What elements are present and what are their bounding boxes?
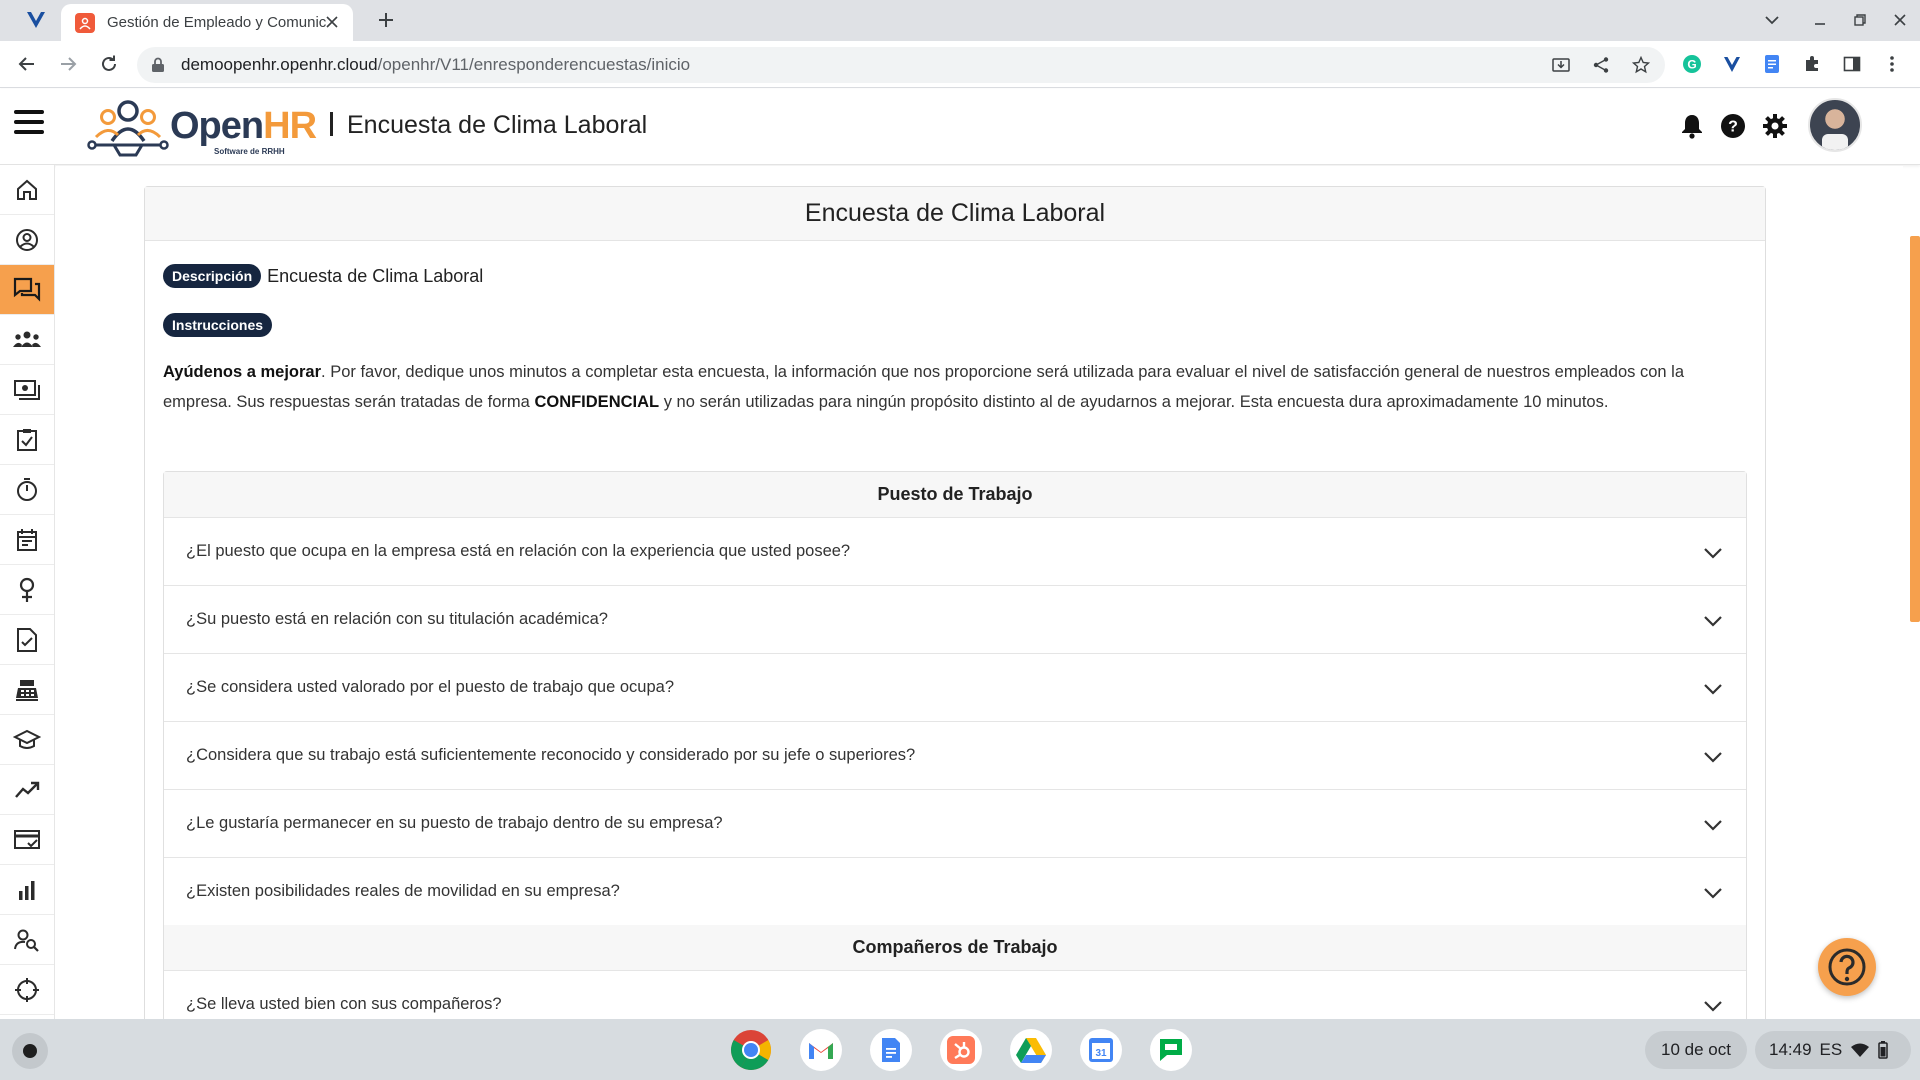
sidebar-item-calendar[interactable] [0,515,54,565]
bell-icon[interactable] [1677,111,1707,141]
chevron-down-icon[interactable] [1702,542,1724,564]
svg-text:31: 31 [1095,1048,1107,1059]
browser-menu-icon[interactable] [1881,53,1903,75]
minimize-icon[interactable] [1810,10,1830,30]
openhr-logo[interactable] [86,95,317,159]
sidebar-item-benefits[interactable] [0,815,54,865]
vivaldi-logo-icon[interactable] [24,8,48,32]
sidebar-item-documents[interactable] [0,615,54,665]
checklist-icon [15,428,39,452]
question-text: ¿Le gustaría permanecer en su puesto de trabajo dentro de su empresa? [186,814,723,832]
question-text: ¿Se considera usted valorado por el puesto de trabajo que ocupa? [186,678,674,696]
app-header [0,89,1920,165]
sidebar-item-training[interactable] [0,715,54,765]
intro-confidential: CONFIDENCIAL [534,393,660,411]
hamburger-menu-icon[interactable] [14,107,44,137]
side-panel-icon[interactable] [1841,53,1863,75]
description-badge: Descripción [163,264,261,288]
question-row[interactable] [164,653,1746,721]
sidebar-item-communication[interactable] [0,265,54,315]
url-path: /openhr/V11/enresponderencuestas/inicio [377,55,691,74]
os-shelf [0,1019,1920,1080]
bookmark-star-icon[interactable] [1631,55,1651,75]
question-text: ¿El puesto que ocupa en la empresa está en relación con la experiencia que usted posee? [186,542,851,560]
google-docs-app-icon[interactable] [870,1029,912,1071]
sidebar-item-objectives[interactable] [0,965,54,1015]
chrome-app-icon[interactable] [730,1029,772,1071]
chevron-down-icon[interactable] [1702,882,1724,904]
close-window-icon[interactable] [1890,10,1910,30]
install-app-icon[interactable] [1551,55,1571,75]
brand-name [170,105,316,148]
chevron-down-icon[interactable] [1702,814,1724,836]
sidebar-item-home[interactable] [0,165,54,215]
launcher-button[interactable] [12,1033,48,1069]
help-circle-icon[interactable] [1718,111,1748,141]
cash-register-icon [14,678,40,702]
sidebar [0,165,55,1019]
new-tab-icon[interactable] [374,8,398,32]
question-row[interactable] [164,721,1746,789]
calendar-icon [15,528,39,552]
gender-icon [17,577,37,603]
help-circle-icon [1827,947,1867,987]
svg-text:?: ? [1728,118,1738,136]
browser-toolbar [0,41,1920,88]
browser-tab-active[interactable] [61,4,353,41]
sidebar-item-payroll[interactable] [0,365,54,415]
trending-icon [14,780,40,800]
document-check-icon [16,627,38,653]
lock-icon[interactable] [151,57,167,73]
question-row[interactable] [164,789,1746,857]
address-bar[interactable] [137,47,1665,83]
extensions-puzzle-icon[interactable] [1801,53,1823,75]
google-calendar-app-icon[interactable] [1080,1029,1122,1071]
survey-card [144,186,1766,1019]
question-text: ¿Existen posibilidades reales de movilidad en su empresa? [186,882,620,900]
restore-icon[interactable] [1850,10,1870,30]
instructions-text [163,357,1753,417]
sidebar-item-recruitment[interactable] [0,915,54,965]
user-circle-icon [15,228,39,252]
bar-chart-icon [16,879,38,901]
url-text [181,55,690,75]
description-row [163,264,483,288]
gmail-app-icon[interactable] [800,1029,842,1071]
intro-part2: y no serán utilizadas para ningún propósito distinto al de ayudarnos a mejorar. Esta encuesta dura aproximadamente 10 minutos. [659,393,1609,411]
question-text: ¿Su puesto está en relación con su titulación académica? [186,610,608,628]
floating-help-button[interactable] [1818,938,1876,996]
question-text: ¿Se lleva usted bien con sus compañeros? [186,995,502,1013]
tab-list-chevron-icon[interactable] [1762,10,1782,30]
page-title: Encuesta de Clima Laboral [330,111,647,140]
battery-icon [1878,1041,1888,1059]
svg-text:G: G [1687,57,1697,72]
sidebar-item-time[interactable] [0,465,54,515]
question-row[interactable] [164,517,1746,585]
survey-questions [163,471,1747,1019]
keyboard-language: ES [1819,1040,1843,1059]
main-content [56,166,1903,1019]
wifi-icon [1850,1042,1870,1058]
docs-extension-icon[interactable] [1761,53,1783,75]
question-row[interactable] [164,857,1746,925]
brand-name-open: Open [170,105,264,147]
url-host: demoopenhr.openhr.cloud [181,55,378,74]
chevron-down-icon[interactable] [1702,610,1724,632]
intro-bold: Ayúdenos a mejorar [163,363,322,381]
hubspot-app-icon[interactable] [940,1029,982,1071]
question-text: ¿Considera que su trabajo está suficientemente reconocido y considerado por su jefe o superiores? [186,746,916,764]
user-avatar[interactable] [1808,98,1862,152]
status-tray[interactable] [1755,1031,1911,1069]
grammarly-extension-icon[interactable] [1681,53,1703,75]
forward-arrow-icon[interactable] [56,52,80,76]
sidebar-item-tasks[interactable] [0,415,54,465]
question-row[interactable] [164,970,1746,1019]
gear-icon[interactable] [1760,111,1790,141]
payslip-icon [13,378,41,402]
date-pill[interactable]: 10 de oct [1645,1031,1747,1069]
graduation-cap-icon [13,729,41,751]
card-check-icon [13,828,41,852]
target-icon [14,977,40,1003]
sidebar-item-performance[interactable] [0,765,54,815]
back-arrow-icon[interactable] [15,52,39,76]
sidebar-item-equality[interactable] [0,565,54,615]
page-scrollbar[interactable] [1910,236,1920,622]
brand-name-hr: HR [263,105,317,147]
sidebar-item-team[interactable] [0,315,54,365]
brand-subtitle: Software de RRHH [214,147,285,156]
launcher-icon [23,1044,37,1058]
sidebar-item-reports[interactable] [0,865,54,915]
question-row[interactable] [164,585,1746,653]
chevron-down-icon[interactable] [1702,746,1724,768]
sidebar-item-profile[interactable] [0,215,54,265]
vivaldi-extension-icon[interactable] [1721,53,1743,75]
clock-time: 14:49 [1769,1040,1812,1059]
survey-card-title: Encuesta de Clima Laboral [145,187,1765,241]
openhr-logo-mark-icon [86,95,170,159]
tab-title: Gestión de Empleado y Comunic [107,14,327,31]
section-header-companeros: Compañeros de Trabajo [164,925,1746,970]
user-search-icon [14,928,40,952]
chevron-down-icon[interactable] [1702,678,1724,700]
google-drive-app-icon[interactable] [1010,1029,1052,1071]
description-text: Encuesta de Clima Laboral [267,265,484,286]
instructions-row [163,313,272,337]
home-icon [15,178,39,202]
browser-tabstrip [0,0,1920,41]
openhr-favicon-icon [75,13,95,33]
close-tab-icon[interactable] [323,13,341,31]
reload-icon[interactable] [97,52,121,76]
chat-icon [13,277,41,303]
intro-part1: . Por favor, dedique unos minutos a completar esta encuesta, la información que nos proporcione será utilizada para evaluar el nivel de satisfacción general de nuestros empleados con la empresa. Sus respuestas serán tratadas de forma [163,363,1685,411]
section-header-puesto: Puesto de Trabajo [164,472,1746,517]
team-icon [13,329,41,351]
google-chat-app-icon[interactable] [1150,1029,1192,1071]
chevron-down-icon[interactable] [1702,995,1724,1017]
sidebar-item-expenses[interactable] [0,665,54,715]
share-icon[interactable] [1591,55,1611,75]
timer-icon [15,477,39,503]
instructions-badge: Instrucciones [163,313,272,337]
